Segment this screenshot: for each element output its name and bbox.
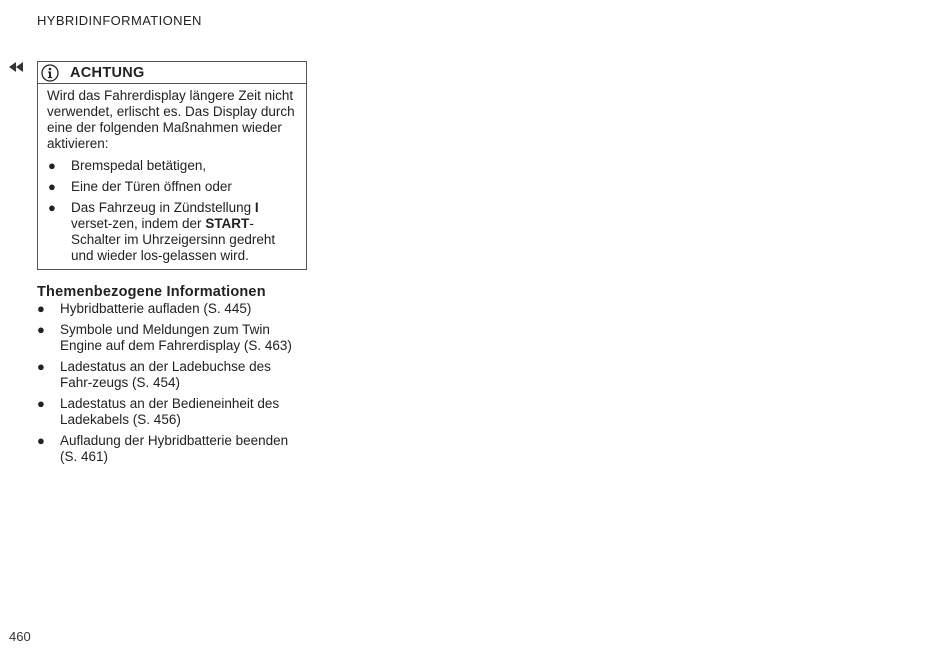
start-switch-label: START [205, 216, 250, 231]
list-item-text: -Schalter im Uhrzeigersinn gedreht und wieder los-gelassen wird. [71, 216, 276, 263]
notice-title: ACHTUNG [70, 64, 145, 81]
bullet-icon: ● [37, 359, 45, 374]
page-number: 460 [9, 629, 31, 644]
list-item [47, 179, 298, 195]
double-left-arrow-icon[interactable] [9, 61, 25, 73]
notice-bullet-list [47, 158, 298, 264]
notice-header [38, 62, 306, 84]
section-header: HYBRIDINFORMATIONEN [37, 13, 202, 28]
list-item-text: Bremspedal betätigen, [71, 158, 207, 173]
notice-intro-text: Wird das Fahrerdisplay längere Zeit nicht verwendet, erlischt es. Das Display durch eine der folgenden Maßnahmen wieder aktivieren: [47, 88, 295, 151]
list-item [47, 200, 298, 264]
bullet-icon: ● [37, 433, 45, 448]
list-item-text: Eine der Türen öffnen oder [71, 179, 232, 194]
list-item-text: verset-zen, indem der [71, 216, 206, 231]
bullet-icon: ● [37, 322, 45, 337]
bullet-icon: ● [48, 158, 56, 173]
bullet-icon: ● [37, 301, 45, 316]
notice-body [38, 84, 306, 264]
related-link[interactable] [37, 359, 302, 391]
related-link[interactable] [37, 433, 302, 465]
related-link[interactable] [37, 322, 302, 354]
related-link-text[interactable]: Aufladung der Hybridbatterie beenden (S. 461) [60, 433, 289, 464]
related-info-title: Themenbezogene Informationen [37, 284, 266, 300]
related-link[interactable] [37, 396, 302, 428]
list-item-text: Das Fahrzeug in Zündstellung [71, 200, 255, 215]
related-link-text[interactable]: Ladestatus an der Bedieneinheit des Ladekabels (S. 456) [60, 396, 280, 427]
related-link[interactable] [37, 301, 302, 317]
list-item [47, 158, 298, 174]
related-info-list [37, 301, 302, 465]
bullet-icon: ● [37, 396, 45, 411]
related-link-text[interactable]: Symbole und Meldungen zum Twin Engine auf dem Fahrerdisplay (S. 463) [60, 322, 292, 353]
related-link-text[interactable]: Hybridbatterie aufladen (S. 445) [60, 301, 252, 316]
related-info-section [37, 283, 302, 470]
warning-notice-box [37, 61, 307, 270]
bullet-icon: ● [48, 200, 56, 215]
bullet-icon: ● [48, 179, 56, 194]
ignition-position-label: I [254, 200, 259, 215]
info-icon [41, 64, 59, 82]
related-link-text[interactable]: Ladestatus an der Ladebuchse des Fahr-zeugs (S. 454) [60, 359, 271, 390]
